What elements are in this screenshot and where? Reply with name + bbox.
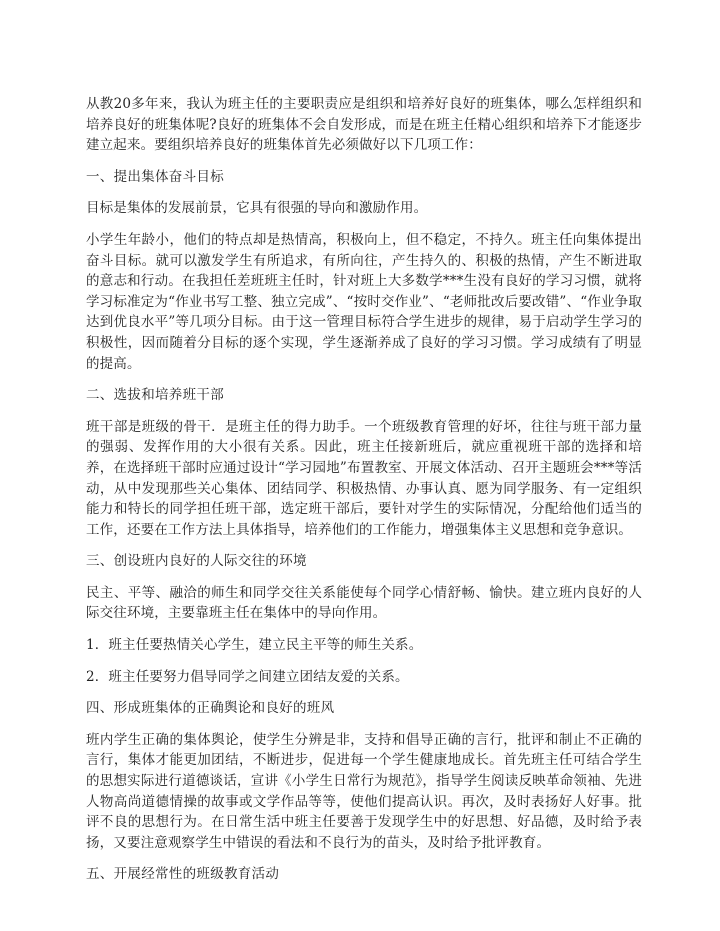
intro-paragraph: 从教20多年来，我认为班主任的主要职责应是组织和培养好良好的班集体，哪么怎样组织和培养良好的班集体呢?良好的班集体不会自发形成，而是在班主任精心组织和培养下才能逐步建立起来。要组织培养良好的班集体首先必须做好以下几项工作： [86,96,642,154]
section-1-paragraph-2: 小学生年龄小，他们的特点却是热情高，积极向上，但不稳定，不持久。班主任向集体提出奋斗目标。就可以激发学生有所追求，有所向往，产生持久的、积极的热情，产生不断进取的意志和行动。在我担任差班班主任时，针对班上大多数学***生没有良好的学习习惯，就将学习标准定为“作业书写工整、独立完成”、“按时交作业”、“老师批改后要改错”、“作业争取达到优良水平”等几项分目标。由于这一管理目标符合学生进步的规律，易于启动学生学习的积极性，因而随着分目标的逐个实现，学生逐渐养成了良好的学习习惯。学习成绩有了明显的提高。 [86,231,642,372]
section-3-paragraph-1: 民主、平等、融洽的师生和同学交往关系能使每个同学心情舒畅、愉快。建立班内良好的人际交往环境，主要靠班主任在集体中的导向作用。 [86,584,642,622]
section-2-heading: 二、选拔和培养班干部 [86,387,224,404]
section-5-heading: 五、开展经常性的班级教育活动 [86,866,280,883]
section-2-paragraph-1: 班干部是班级的骨干．是班主任的得力助手。一个班级教育管理的好坏，往往与班干部力量的强弱、发挥作用的大小很有关系。因此，班主任接新班后，就应重视班干部的选择和培养，在选择班干部时应通过设计“学习园地”布置教室、开展文体活动、召开主题班会***等活动，从中发现那些关心集体、团结同学、积极热情、办事认真、愿为同学服务、有一定组织能力和特长的同学担任班干部，选定班干部后，要针对学生的实际情况，分配给他们适当的工作，还要在工作方法上具体指导，培养他们的工作能力，增强集体主义思想和竞争意识。 [86,418,642,538]
section-3-list-item-2: 2．班主任要努力倡导同学之间建立团结友爱的关系。 [86,668,409,685]
section-4-heading: 四、形成班集体的正确舆论和良好的班风 [86,700,335,717]
section-1-heading: 一、提出集体奋斗目标 [86,168,224,185]
section-3-heading: 三、创设班内良好的人际交往的环境 [86,553,307,570]
section-1-paragraph-1: 目标是集体的发展前景，它具有很强的导向和激励作用。 [86,200,428,217]
section-3-list-item-1: 1．班主任要热情关心学生，建立民主平等的师生关系。 [86,637,423,654]
section-4-paragraph-1: 班内学生正确的集体舆论，使学生分辨是非，支持和倡导正确的言行，批评和制止不正确的言行，集体才能更加团结，不断进步，促进每一个学生健康地成长。首先班主任可结合学生的思想实际进行道德谈话，宣讲《小学生日常行为规范》，指导学生阅读反映革命领袖、先进人物高尚道德情操的故事或文学作品等等，使他们提高认识。再次，及时表扬好人好事。批评不良的思想行为。在日常生活中班主任要善于发现学生中的好思想、好品德，及时给予表扬，又要注意观察学生中错误的看法和不良行为的苗头，及时给予批评教育。 [86,731,642,851]
